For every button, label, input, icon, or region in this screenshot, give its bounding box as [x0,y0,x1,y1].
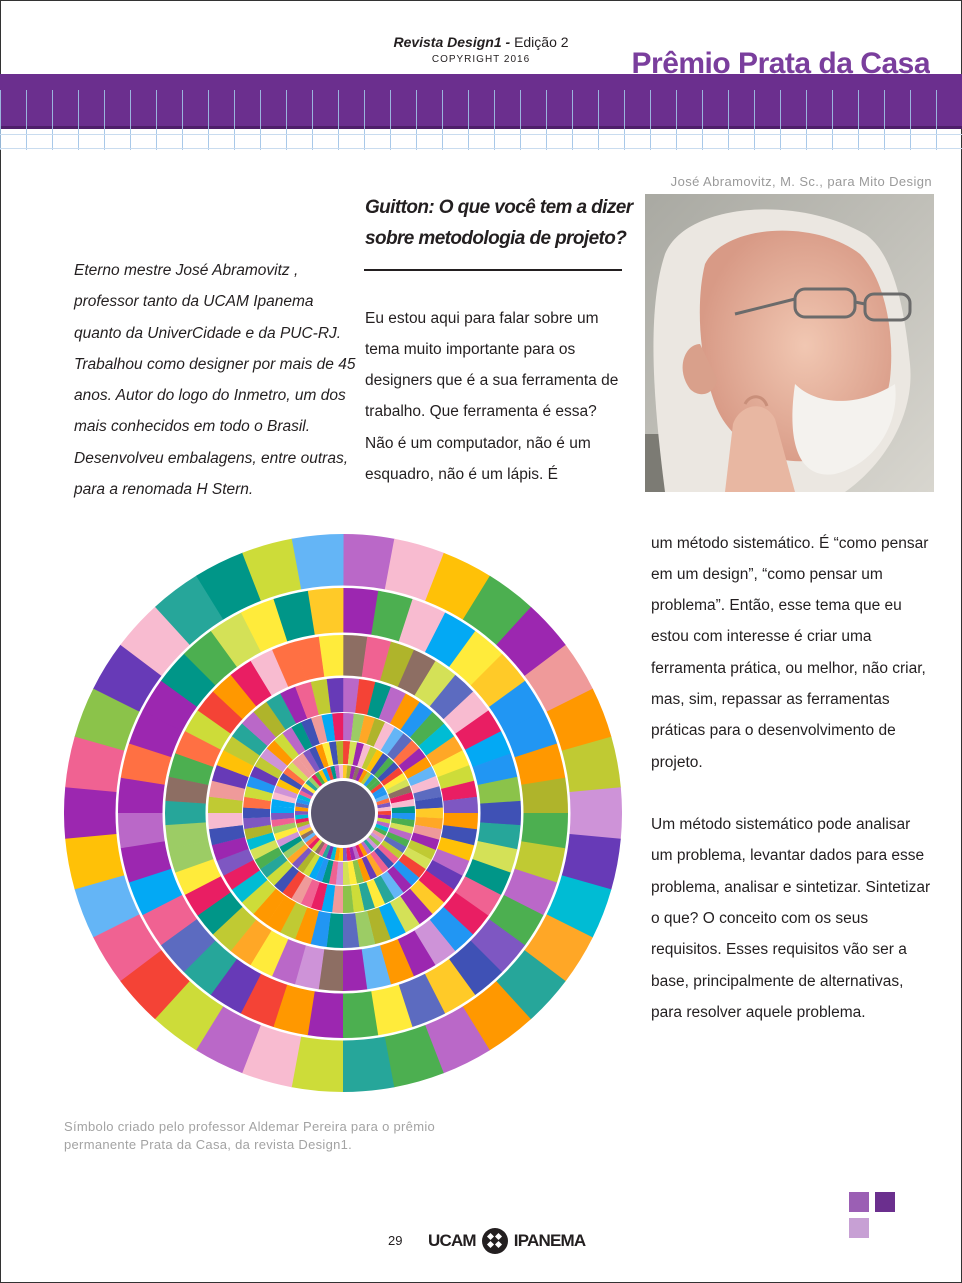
answer-column-1 [365,287,627,506]
wheel-segment [295,811,309,815]
answer-paragraph: Eu estou aqui para falar sobre um tema muito importante para os designers que é a sua ferramenta de trabalho. Que ferramenta é essa? Não é um computador, não é um esquadro, não é um lápis. É [365,309,619,483]
portrait-photo [645,194,934,492]
decor-square [849,1192,869,1212]
logo-emblem-icon [481,1227,509,1255]
answer-column-2 [651,512,933,1044]
bio-text [74,255,359,505]
color-wheel-symbol [64,534,622,1092]
wheel-segment [415,808,443,819]
page-number: 29 [388,1233,403,1248]
ucam-ipanema-logo [428,1226,585,1256]
edition-label: Edição 2 [514,34,569,50]
interview-question: Guitton: O que você tem a dizer sobre metodologia de projeto? [365,197,633,249]
wheel-segment [377,811,391,815]
wheel-segment [64,787,119,839]
magazine-name: Revista Design1 - [393,34,511,50]
grid-line [0,148,962,149]
section-title: Prêmio Prata da Casa [631,47,930,74]
copyright-line: COPYRIGHT 2016 [431,54,531,65]
decor-square [849,1218,869,1238]
wheel-center [311,781,375,845]
wheel-segment [243,807,271,818]
grid-line [0,134,962,135]
bio-paragraph: Eterno mestre José Abramovitz , professor tanto da UCAM Ipanema quanto da UniverCidade e da PUC-RJ. Trabalhou como designer por mais de 45 anos. Autor do logo do Inmetro, um dos mais conhecidos em todo o Brasil. Desenvolveu embalagens, entre outras, para a renomada H Stern. [74,262,356,499]
portrait-illustration [645,194,934,492]
wheel-segment [567,787,622,839]
decor-square [875,1192,895,1212]
answer-paragraph: Um método sistemático pode analisar um problema, levantar dados para esse problema, analisar e sintetizar. Sintetizar o que? O conceito com os seus requisitos. Esses requisitos vão ser a base, principalmente de alternativas, para resolver aquele problema. [651,816,931,1021]
question-rule [364,269,622,271]
wheel-segment [478,801,521,826]
image-caption: Símbolo criado pelo professor Aldemar Pereira para o prêmio permanente Prata da Casa, da revista Design1. [64,1119,436,1152]
wheel-segment [165,800,208,825]
logo-text-right: IPANEMA [513,1231,586,1250]
photo-credit: José Abramovitz, M. Sc., para Mito Design [670,174,932,189]
logo-text-left: UCAM [428,1231,476,1250]
answer-paragraph: um método sistemático. É “como pensar em um design”, “como pensar um problema”. Então, esse tema que eu estou com interesse é criar uma ferramenta prática, ou melhor, não criar, mas, sim, repassar as ferramentas práticas para o desenvolvimento de projeto. [651,534,929,771]
grid-pattern [0,90,962,150]
